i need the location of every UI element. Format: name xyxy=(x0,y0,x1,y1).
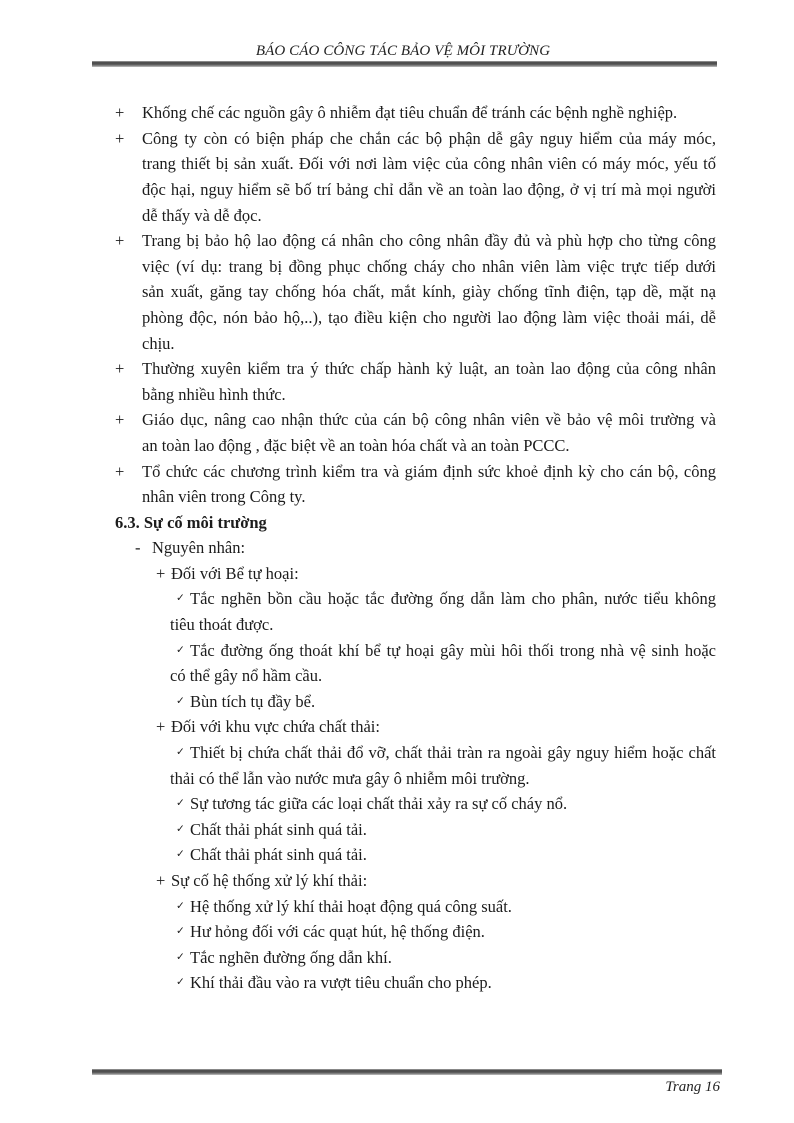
text-line: nhân viên trong Công ty. xyxy=(142,487,306,507)
text-line: Hư hỏng đối với các quạt hút, hệ thống điện. xyxy=(190,922,485,942)
plus-bullet-icon: + xyxy=(115,410,125,430)
text-line: việc (ví dụ: trang bị đồng phục chống cháy cho nhân viên làm việc trực tiếp dưới xyxy=(142,256,716,276)
plus-bullet-icon: + xyxy=(156,717,166,737)
cause-item xyxy=(0,740,794,791)
measure-item xyxy=(0,228,794,356)
cause-group xyxy=(0,868,794,996)
text-line: trang thiết bị sản xuất. Đối với nơi làm việc của công nhân viên có máy móc, yếu tố xyxy=(142,154,716,174)
check-icon: ✓ xyxy=(176,746,185,759)
text-line: sản xuất, găng tay chống hóa chất, mắt kính, giày chống tĩnh điện, tạp dề, mặt nạ xyxy=(142,282,716,302)
check-icon: ✓ xyxy=(176,592,185,605)
page-number: Trang 16 xyxy=(665,1079,720,1095)
text-line: Chất thải phát sinh quá tải. xyxy=(190,819,367,839)
check-icon: ✓ xyxy=(176,822,185,835)
measure-item xyxy=(0,100,794,126)
causes-label: Nguyên nhân: xyxy=(152,538,246,558)
text-line: Tắc nghẽn đường ống dẫn khí. xyxy=(190,947,392,967)
plus-bullet-icon: + xyxy=(115,231,125,251)
text-line: thải có thể lẫn vào nước mưa gây ô nhiễm môi trường. xyxy=(170,768,530,788)
cause-item xyxy=(0,586,794,637)
text-line: tiêu thoát được. xyxy=(170,615,274,635)
measure-item xyxy=(0,126,794,228)
text-line: an toàn lao động , đặc biệt về an toàn hóa chất và an toàn PCCC. xyxy=(142,435,570,455)
text-line: dễ thấy và dễ đọc. xyxy=(142,205,262,225)
cause-item xyxy=(0,842,794,868)
cause-group xyxy=(0,561,794,715)
cause-item xyxy=(0,817,794,843)
cause-item xyxy=(0,638,794,689)
section-heading: 6.3. Sự cố môi trường xyxy=(115,512,267,532)
plus-bullet-icon: + xyxy=(115,461,125,481)
footer-rule xyxy=(92,1069,722,1075)
plus-bullet-icon: + xyxy=(115,103,125,123)
cause-item xyxy=(0,945,794,971)
group-title: Sự cố hệ thống xử lý khí thải: xyxy=(171,871,368,890)
text-line: có thể gây nổ hầm cầu. xyxy=(170,666,323,686)
text-line: Tắc đường ống thoát khí bể tự hoại gây mùi hôi thối trong nhà vệ sinh hoặc xyxy=(190,640,716,660)
header-title: BÁO CÁO CÔNG TÁC BẢO VỆ MÔI TRƯỜNG xyxy=(255,43,551,59)
measure-item xyxy=(0,356,794,407)
plus-bullet-icon: + xyxy=(115,128,125,148)
text-line: Khống chế các nguồn gây ô nhiễm đạt tiêu chuẩn để tránh các bệnh nghề nghiệp. xyxy=(142,103,678,123)
group-title: Đối với khu vực chứa chất thải: xyxy=(171,717,380,737)
text-line: Tắc nghẽn bồn cầu hoặc tắc đường ống dẫn làm cho phân, nước tiểu không xyxy=(190,589,716,609)
text-line: Chất thải phát sinh quá tải. xyxy=(190,845,367,865)
text-line: độc hại, nguy hiểm sẽ bố trí bảng chỉ dẫn về an toàn lao động, ở vị trí mà mọi người xyxy=(142,179,716,199)
check-icon: ✓ xyxy=(176,899,185,912)
text-line: Hệ thống xử lý khí thải hoạt động quá công suất. xyxy=(190,896,512,916)
measure-item xyxy=(0,407,794,458)
plus-bullet-icon: + xyxy=(156,871,166,890)
text-line: Thường xuyên kiểm tra ý thức chấp hành kỷ luật, an toàn lao động của công nhân xyxy=(142,359,716,379)
text-line: Thiết bị chứa chất thải đổ vỡ, chất thải tràn ra ngoài gây nguy hiểm hoặc chất xyxy=(190,743,716,763)
check-icon: ✓ xyxy=(176,848,185,861)
text-line: chịu. xyxy=(142,333,175,353)
check-icon: ✓ xyxy=(176,643,185,656)
cause-item xyxy=(0,689,794,715)
cause-item xyxy=(0,919,794,945)
check-icon: ✓ xyxy=(176,976,185,989)
text-line: Sự tương tác giữa các loại chất thải xảy ra sự cố cháy nổ. xyxy=(190,794,568,814)
page-content xyxy=(0,100,794,996)
text-line: Giáo dục, nâng cao nhận thức của cán bộ công nhân viên về bảo vệ môi trường và xyxy=(142,410,716,430)
text-line: Công ty còn có biện pháp che chắn các bộ phận dễ gây nguy hiểm của máy móc, xyxy=(142,128,716,148)
text-line: bằng nhiều hình thức. xyxy=(142,384,286,404)
plus-bullet-icon: + xyxy=(115,359,125,379)
causes-block xyxy=(0,535,794,996)
check-icon: ✓ xyxy=(176,950,185,963)
text-line: Trang bị bảo hộ lao động cá nhân cho công nhân đầy đủ và phù hợp cho từng công xyxy=(142,231,716,251)
check-icon: ✓ xyxy=(176,797,185,810)
cause-group xyxy=(0,714,794,868)
plus-bullet-icon: + xyxy=(156,563,166,583)
text-line: Bùn tích tụ đầy bể. xyxy=(190,691,316,711)
cause-item xyxy=(0,970,794,996)
dash-bullet-icon: - xyxy=(135,538,141,558)
text-line: Tổ chức các chương trình kiểm tra và giám định sức khoẻ định kỳ cho cán bộ, công xyxy=(142,461,716,481)
check-icon: ✓ xyxy=(176,694,185,707)
cause-item xyxy=(0,791,794,817)
measure-item xyxy=(0,459,794,510)
group-title: Đối với Bể tự hoại: xyxy=(171,563,299,583)
text-line: phòng độc, nón bảo hộ,..), tạo điều kiện cho người lao động làm việc thoải mái, dễ xyxy=(142,307,716,327)
cause-item xyxy=(0,894,794,920)
check-icon: ✓ xyxy=(176,925,185,938)
measures-list xyxy=(0,100,794,510)
header-rule xyxy=(92,61,717,67)
text-line: Khí thải đầu vào ra vượt tiêu chuẩn cho phép. xyxy=(190,973,492,993)
